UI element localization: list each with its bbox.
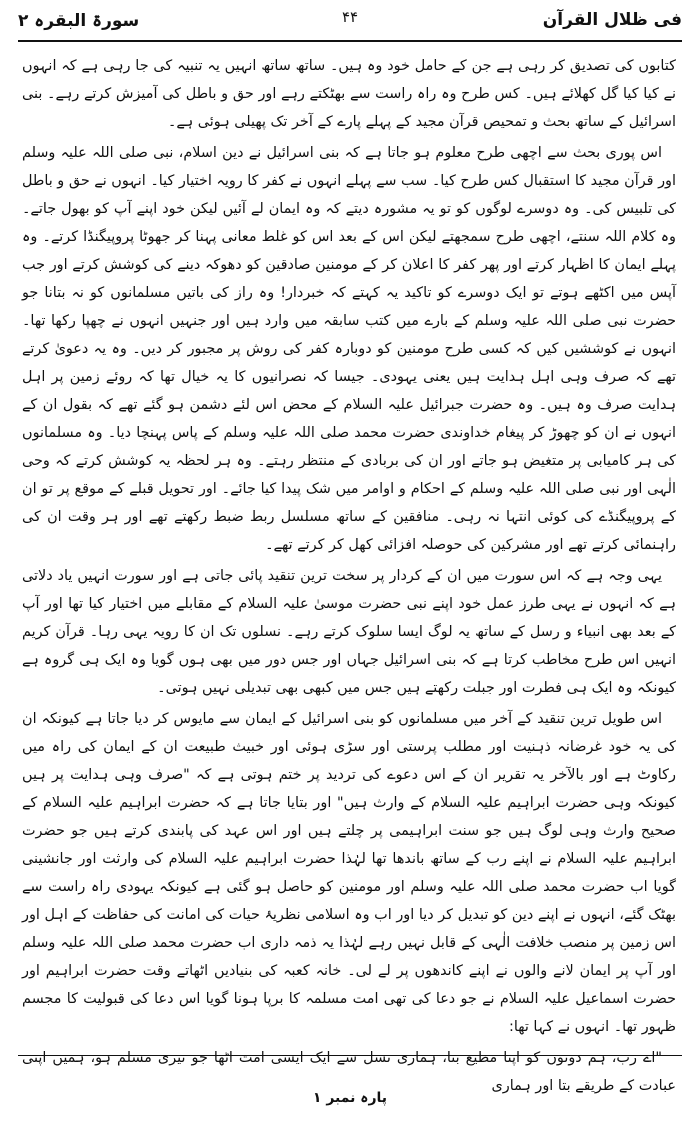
paragraph: اس پوری بحث سے اچھی طرح معلوم ہو جاتا ہے کہ بنی اسرائیل نے دین اسلام، نبی صلی اللہ علیہ وسلم اور قرآن مجید کا استقبال کس طرح کیا۔ سب سے پہلے انہوں نے کفر کا رویہ اختیار کیا۔ انہوں نے حق و باطل کی تلبیس کی۔ وہ دوسرے لوگوں کو تو یہ مشورہ دیتے کہ وہ ایمان لے آئیں لیکن خود اپنے آپ کو بھول جاتے۔ وہ کلام اللہ سنتے، اچھی طرح سمجھتے لیکن اس کے بعد اس کو غلط معانی پہنا کر جھوٹا پروپیگنڈا کرتے۔ وہ پہلے ایمان کا اظہار کرتے اور پھر کفر کا اعلان کر کے مومنین صادقین کو دھوکہ دینے کی کوشش کرتے اور جب آپس میں اکٹھے ہوتے تو ایک دوسرے کو تاکید یہ کہتے کہ خبردار! وہ راز کی باتیں مسلمانوں کو نہ بتانا جو حضرت نبی صلی اللہ علیہ وسلم کے بارے میں کتب سابقہ میں وارد ہیں اور جنہیں انہوں نے چھپا رکھا تھا۔ انہوں نے کوششیں کیں کہ کسی طرح مومنین کو دوبارہ کفر کی روش پر مجبور کر دیں۔ وہ یہ دعویٰ کرتے تھے کہ صرف وہی اہل ہدایت ہیں یعنی یہودی۔ جیسا کہ نصرانیوں کا یہ خیال تھا کہ روئے زمین پر اہل ہدایت صرف وہ ہیں۔ وہ حضرت جبرائیل علیہ السلام کے محض اس لئے دشمن ہو گئے تھے کہ بقول ان کے انہوں نے ان کو چھوڑ کر پیغام خداوندی حضرت محمد صلی اللہ علیہ وسلم کے پاس پہنچا دیا۔ وہ مسلمانوں کی ہر کامیابی پر متغیض ہو جاتے اور ان کی بربادی کے منتظر رہتے۔ وہ ہر لحظہ یہ کوشش کرتے کہ وحی الٰہی اور نبی صلی اللہ علیہ وسلم کے احکام و اوامر میں شک پیدا کیا جائے۔ اور تحویل قبلے کے موقع پر تو ان کے پروپیگنڈے کی کوئی انتہا نہ رہی۔ منافقین کے ساتھ مسلسل ربط ضبط رکھتے تھے اور ہر وقت ان کی راہنمائی کرتے تھے اور مشرکین کی حوصلہ افزائی کھل کر کرتے تھے۔ xyxy=(21,145,676,553)
paragraph: کتابوں کی تصدیق کر رہی ہے جن کے حامل خود وہ ہیں۔ ساتھ ساتھ انہیں یہ تنبیہ کی جا رہی ہے کہ انہوں نے کیا کیا گل کھلائے ہیں۔ کس طرح وہ راہ راست سے بھٹکتے رہے اور حق و باطل کی آمیزش کرتے رہے۔ بنی اسرائیل کے ساتھ بحث و تمحیص قرآن مجید کے پہلے پارے کے آخر تک پھیلی ہوئی ہے۔ xyxy=(22,58,676,130)
header-rule xyxy=(18,40,682,42)
paragraph: یہی وجہ ہے کہ اس سورت میں ان کے کردار پر سخت ترین تنقید پائی جاتی ہے اور سورت انہیں یاد دلاتی ہے کہ انہوں نے یہی طرز عمل خود اپنے نبی حضرت موسیٰ علیہ السلام کے مقابلے میں اختیار کیا تھا اور آپ کے بعد بھی انبیاء و رسل کے ساتھ یہ لوگ ایسا سلوک کرتے رہے۔ نسلوں تک ان کا رویہ یہی رہا۔ قرآن کریم انہیں اس طرح مخاطب کرتا ہے کہ بنی اسرائیل جہاں اور جس دور میں بھی ہوں گویا وہ ایک ہی گروہ ہے کیونکہ وہ ایک ہی فطرت اور جبلت رکھتے ہیں جس میں کبھی بھی تبدیلی نہیں ہوتی۔ xyxy=(22,568,676,696)
paragraph: اس طویل ترین تنقید کے آخر میں مسلمانوں کو بنی اسرائیل کے ایمان سے مایوس کر دیا جاتا ہے کیونکہ ان کی یہ خود غرضانہ ذہنیت اور مطلب پرستی اور سڑی ہوئی اور خبیث طبیعت ان کے ایمان کی راہ میں رکاوٹ ہے اور بالآخر یہ تقریر ان کے اس دعوے کی تردید پر ختم ہوتی ہے کہ "صرف وہی ہدایت پر ہیں کیونکہ وہی حضرت ابراہیم علیہ السلام کے وارث ہیں" اور بتایا جاتا ہے کہ حضرت ابراہیم علیہ السلام کے صحیح وارث وہی لوگ ہیں جو سنت ابراہیمی پر چلتے ہیں اور اس عہد کی پابندی کرتے ہیں جو حضرت ابراہیم علیہ السلام نے اپنے رب کے ساتھ باندھا تھا لہٰذا حضرت ابراہیم علیہ السلام کی وارثت اور جانشینی گویا اب حضرت محمد صلی اللہ علیہ وسلم اور مومنین کو حاصل ہو گئی ہے کیونکہ یہودی راہ راست سے بھٹک گئے، انہوں نے اپنے دین کو تبدیل کر دیا اور اب وہ اسلامی نظریۂ حیات کی امانت کی حفاظت کے اہل اور اس زمین پر منصب خلافت الٰہی کے قابل نہیں رہے لہٰذا یہ ذمہ داری اب حضرت محمد صلی اللہ علیہ وسلم اور آپ پر ایمان لانے والوں نے اپنے کاندھوں پر لے لی۔ خانہ کعبہ کی بنیادیں اٹھاتے وقت حضرت ابراہیم اور حضرت اسماعیل علیہ السلام نے جو دعا کی تھی امت مسلمہ کا برپا ہونا گویا اس دعا کی قبولیت کا مجسم ظہور تھا۔ انہوں نے کہا تھا: xyxy=(22,711,676,1035)
page-body xyxy=(21,52,676,1094)
page-number: ۴۴ xyxy=(341,8,359,26)
footer-label: پارہ نمبر ۱ xyxy=(312,1090,388,1106)
quote-paragraph: "اے رب، ہم دونوں کو اپنا مطیع بنا، ہماری نسل سے ایک ایسی امت اٹھا جو تیری مسلم ہو، ہمیں اپنی عبادت کے طریقے بتا اور ہماری xyxy=(22,1050,676,1094)
page-header xyxy=(18,10,682,36)
surah-title: سورۃ البقرہ ۲ xyxy=(18,11,140,31)
footer-rule xyxy=(18,1055,682,1056)
book-title: فی ظلال القرآن xyxy=(542,10,682,30)
